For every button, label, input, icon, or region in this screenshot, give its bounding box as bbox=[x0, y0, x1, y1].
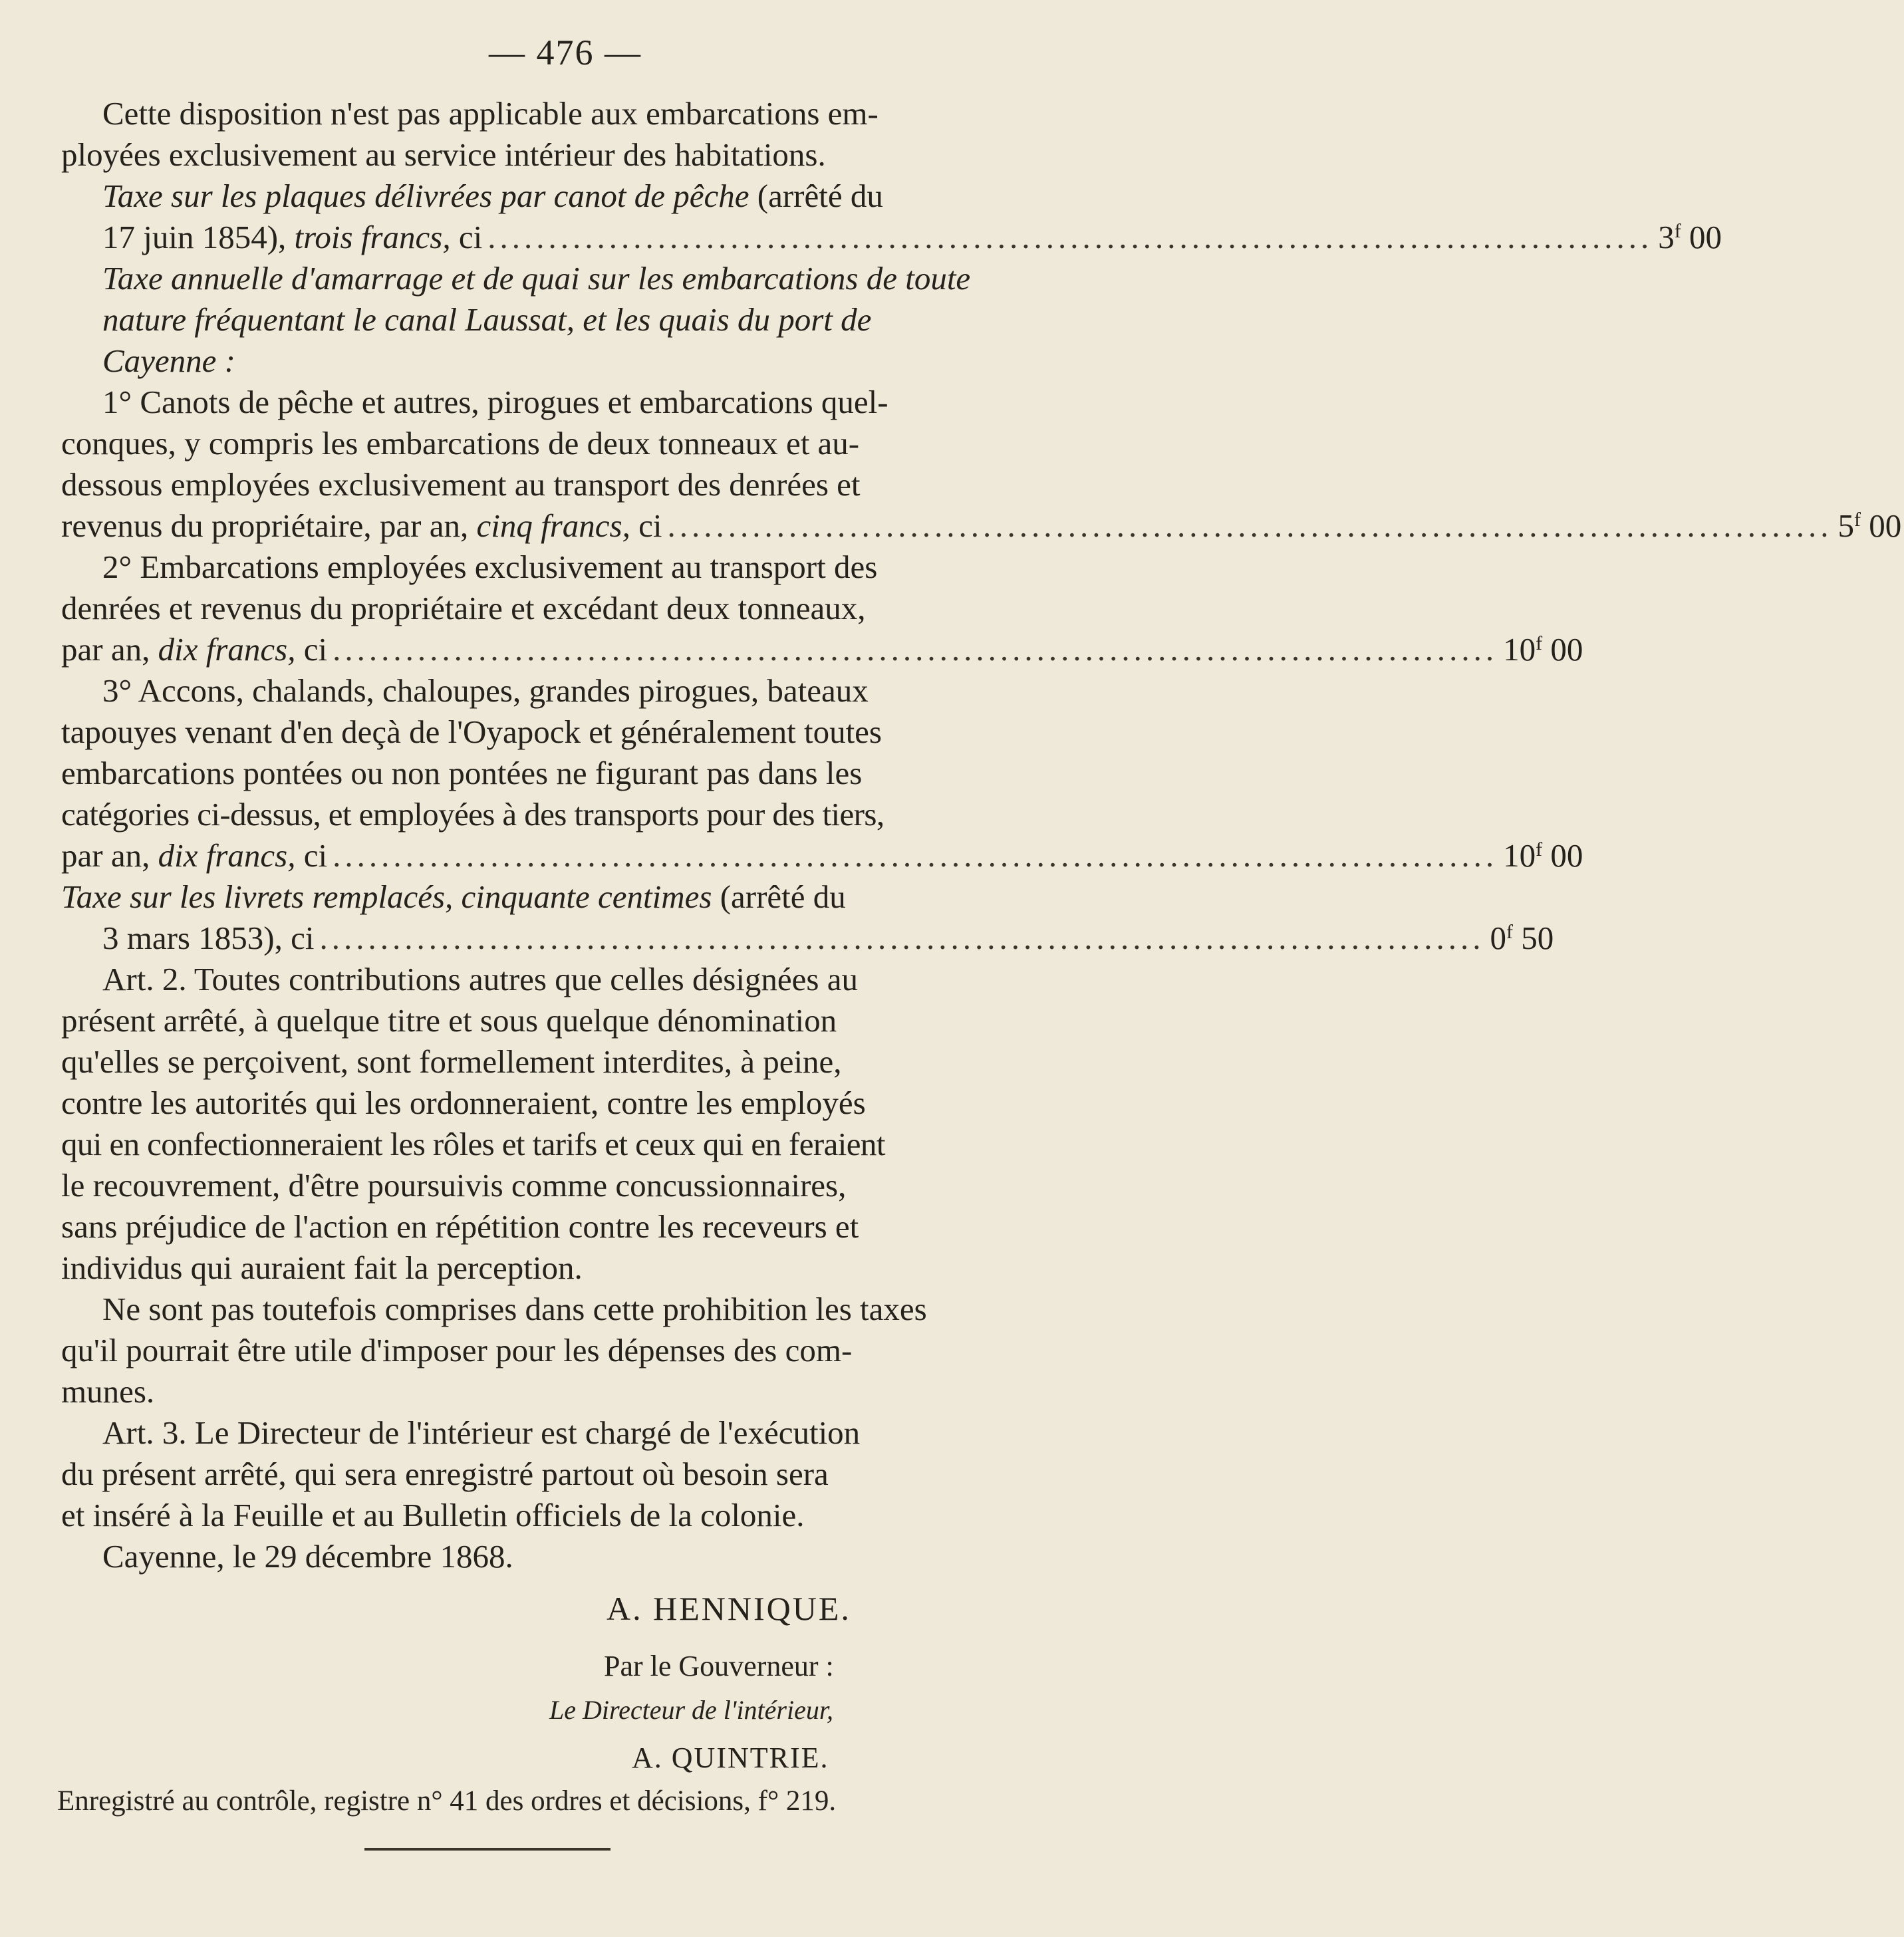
text-line: nature fréquentant le canal Laussat, et les quais du port de bbox=[102, 301, 872, 338]
signatory-name: A. HENNIQUE. bbox=[607, 1590, 851, 1627]
text-line: du présent arrêté, qui sera enregistré partout où besoin sera bbox=[61, 1456, 829, 1492]
amount-words: trois francs, bbox=[294, 219, 451, 255]
text-line: 1° Canots de pêche et autres, pirogues et embarcations quel- bbox=[102, 384, 888, 420]
text-line: le recouvrement, d'être poursuivis comme concussionnaires, bbox=[61, 1167, 847, 1204]
text-fragment: 17 juin 1854), bbox=[102, 219, 287, 255]
dot-leader: ................................................................................................ bbox=[319, 920, 1485, 956]
text-line: dessous employées exclusivement au transport des denrées et bbox=[61, 466, 861, 503]
text-line: ployées exclusivement au service intérieur des habitations. bbox=[61, 136, 826, 173]
text-line: Art. 3. Le Directeur de l'intérieur est chargé de l'exécution bbox=[102, 1414, 861, 1451]
text-line: qui en confectionneraient les rôles et tarifs et ceux qui en feraient bbox=[61, 1126, 885, 1162]
tariff-amount: 10$^f$ 00 bbox=[1503, 837, 1583, 874]
text-line: et inséré à la Feuille et au Bulletin officiels de la colonie. bbox=[61, 1497, 805, 1533]
paragraph-tax-plaques bbox=[61, 176, 1722, 258]
text-line: sans préjudice de l'action en répétition contre les receveurs et bbox=[61, 1208, 859, 1245]
text-line bbox=[102, 176, 1069, 217]
paragraph-tax-mooring-heading bbox=[61, 258, 1069, 382]
text-line: munes. bbox=[61, 1373, 155, 1410]
dot-leader: ................................................................................................ bbox=[333, 631, 1498, 668]
text-line: contre les autorités qui les ordonneraient, contre les employés bbox=[61, 1085, 866, 1121]
tariff-amount: 0$^f$ 50 bbox=[1490, 920, 1554, 956]
text-line: présent arrêté, à quelque titre et sous quelque dénomination bbox=[61, 1002, 837, 1039]
text-line bbox=[61, 876, 1069, 918]
tariff-line bbox=[61, 918, 1554, 959]
text-line: Taxe annuelle d'amarrage et de quai sur les embarcations de toute bbox=[102, 260, 971, 297]
paragraph-date-place bbox=[61, 1536, 1069, 1577]
dot-leader: ................................................................................................ bbox=[667, 507, 1833, 544]
text-line: catégories ci-dessus, et employées à des transports pour des tiers, bbox=[61, 796, 884, 833]
text-fragment: (arrêté du bbox=[757, 178, 883, 214]
text-fragment: revenus du propriétaire, par an, bbox=[61, 507, 469, 544]
text-line: Ne sont pas toutefois comprises dans cette prohibition les taxes bbox=[102, 1291, 927, 1327]
ci-label: ci bbox=[638, 507, 662, 544]
registry-note: Enregistré au contrôle, registre n° 41 des ordres et décisions, f° 219. bbox=[57, 1785, 837, 1817]
amount-words: dix francs, bbox=[158, 631, 296, 668]
paragraph-article-3 bbox=[61, 1412, 1069, 1536]
tariff-line bbox=[61, 505, 1902, 547]
page-number: — 476 — bbox=[489, 33, 642, 72]
text-line: conques, y compris les embarcations de deux tonneaux et au- bbox=[61, 425, 860, 461]
tariff-amount: 3$^f$ 00 bbox=[1658, 219, 1722, 255]
countersignatory-name: A. QUINTRIE. bbox=[632, 1742, 829, 1774]
text-line: Cayenne : bbox=[102, 342, 235, 379]
ci-label: ci bbox=[303, 631, 328, 668]
text-line: qu'elles se perçoivent, sont formellement interdites, à peine, bbox=[61, 1043, 842, 1080]
text-line: Cette disposition n'est pas applicable aux embarcations em- bbox=[102, 95, 879, 132]
amount-words: dix francs, bbox=[158, 837, 296, 874]
date-line: Cayenne, le 29 décembre 1868. bbox=[102, 1538, 513, 1575]
text-line: tapouyes venant d'en deçà de l'Oyapock et généralement toutes bbox=[61, 713, 882, 750]
signatory-title: Le Directeur de l'intérieur, bbox=[549, 1695, 833, 1725]
tax-heading-italic: Taxe sur les plaques délivrées par canot de pêche bbox=[102, 178, 749, 214]
amount-words: cinq francs, bbox=[476, 507, 630, 544]
tariff-line bbox=[61, 835, 1583, 876]
tax-heading-italic: Taxe sur les livrets remplacés, cinquante centimes bbox=[61, 878, 712, 915]
text-fragment: par an, bbox=[61, 837, 150, 874]
text-fragment: (arrêté du bbox=[720, 878, 846, 915]
paragraph-item-3 bbox=[61, 670, 1583, 876]
text-line: denrées et revenus du propriétaire et excédant deux tonneaux, bbox=[61, 590, 866, 626]
signatory-by-line: Par le Gouverneur : bbox=[604, 1650, 834, 1682]
text-line: 2° Embarcations employées exclusivement au transport des bbox=[102, 549, 878, 585]
document-body bbox=[61, 93, 1902, 1577]
paragraph-item-2 bbox=[61, 547, 1583, 670]
text-line: individus qui auraient fait la perception. bbox=[61, 1249, 583, 1286]
ci-label: ci bbox=[458, 219, 483, 255]
dot-leader: ................................................................................................ bbox=[487, 219, 1653, 255]
dot-leader: ................................................................................................ bbox=[333, 837, 1498, 874]
text-fragment: 3 mars 1853), ci bbox=[102, 920, 315, 956]
text-line: embarcations pontées ou non pontées ne figurant pas dans les bbox=[61, 755, 863, 791]
paragraph-article-2 bbox=[61, 959, 1069, 1289]
tariff-amount: 5$^f$ 00 bbox=[1837, 507, 1902, 544]
paragraph-item-1 bbox=[61, 382, 1902, 547]
text-line: qu'il pourrait être utile d'imposer pour les dépenses des com- bbox=[61, 1332, 853, 1368]
paragraph-exemption-note bbox=[61, 93, 1069, 176]
ci-label: ci bbox=[303, 837, 328, 874]
tariff-line bbox=[102, 217, 1722, 258]
text-line: 3° Accons, chalands, chaloupes, grandes pirogues, bateaux bbox=[102, 672, 869, 709]
paragraph-exception bbox=[61, 1289, 1069, 1412]
text-line: Art. 2. Toutes contributions autres que celles désignées au bbox=[102, 961, 858, 997]
closing-rule bbox=[364, 1848, 611, 1851]
text-fragment: par an, bbox=[61, 631, 150, 668]
tariff-amount: 10$^f$ 00 bbox=[1503, 631, 1583, 668]
tariff-line bbox=[61, 629, 1583, 670]
paragraph-tax-livrets bbox=[61, 876, 1554, 959]
